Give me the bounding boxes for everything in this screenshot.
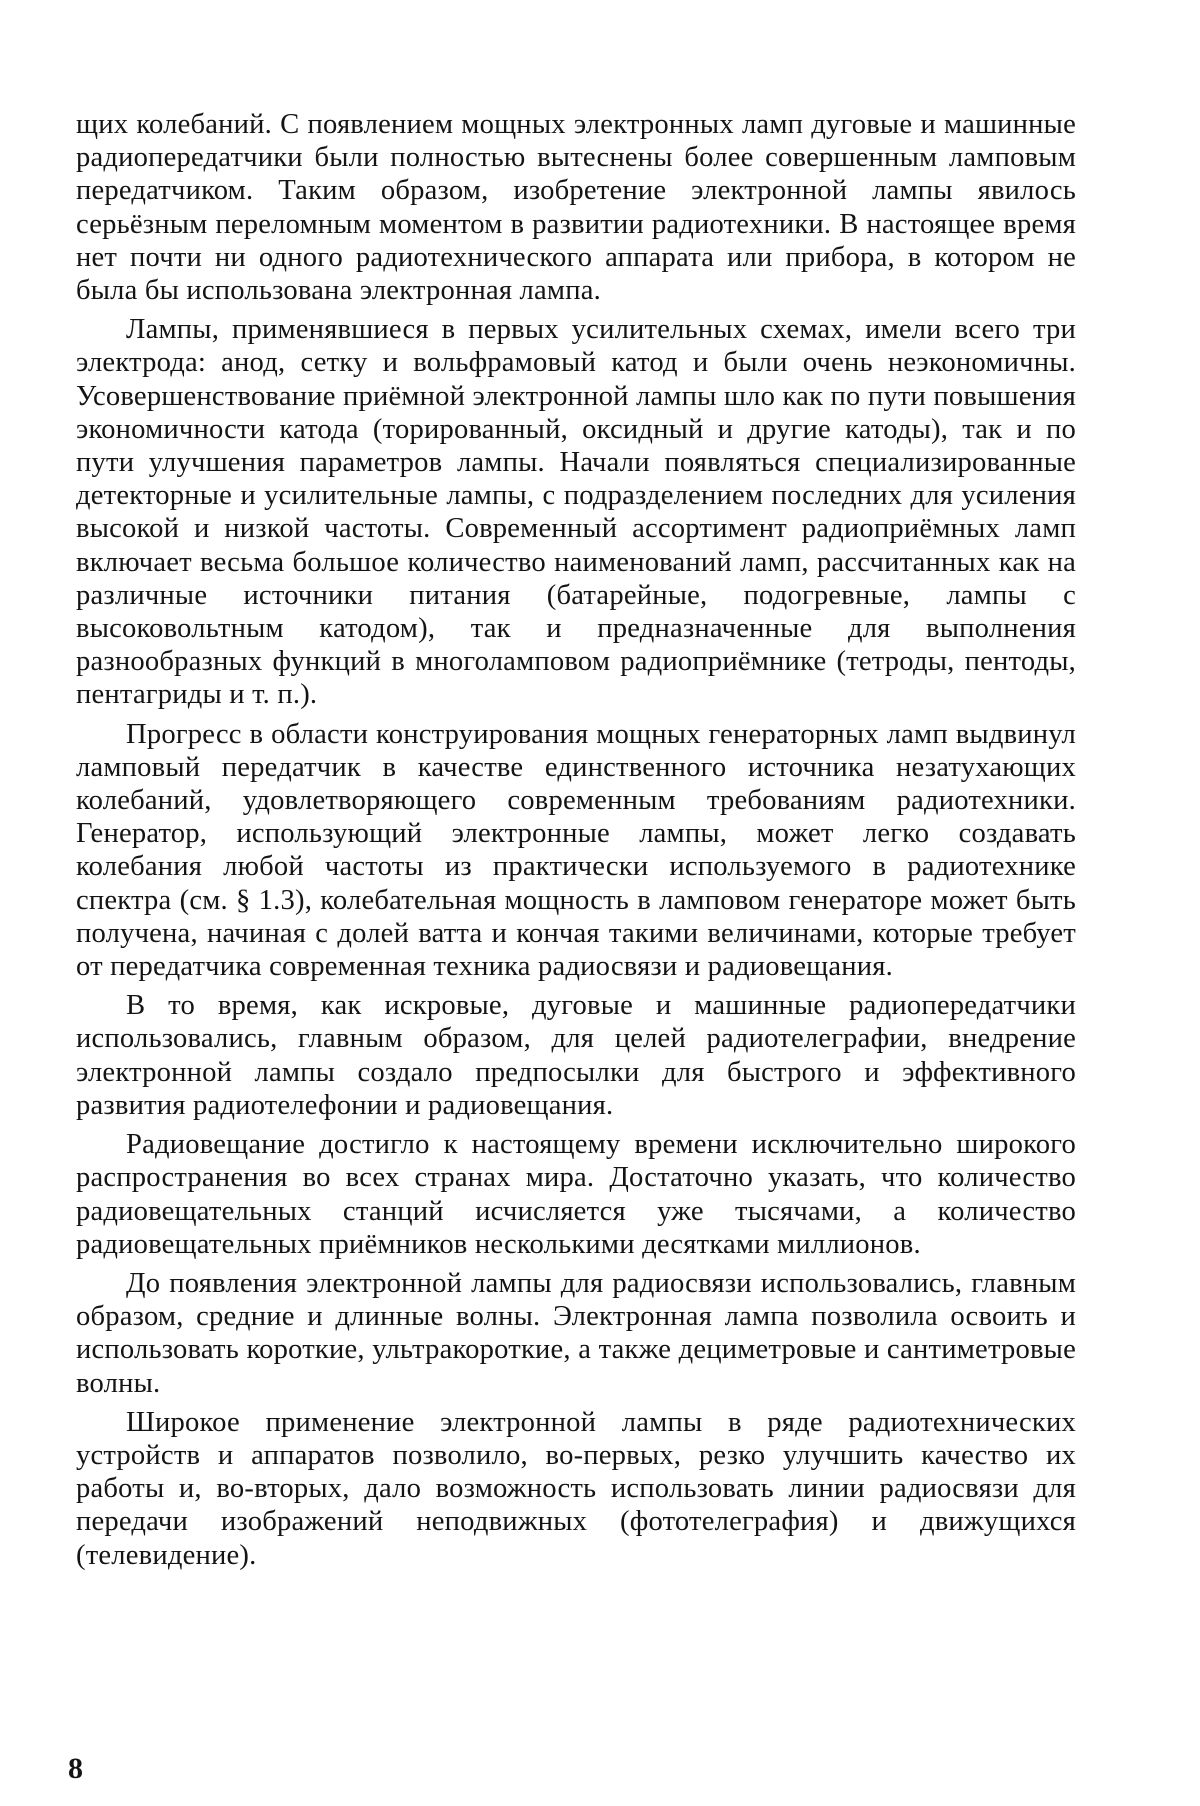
body-text [76,108,1076,1578]
paragraph-1: щих колебаний. С появлением мощных электронных ламп дуговые и машинные радиопередатчики были полностью вытеснены более совершенным ламповым передатчиком. Таким образом, изобретение электронной лампы явилось серьёзным переломным моментом в развитии радиотехники. В настоящее время нет почти ни одного радиотехнического аппарата или прибора, в котором не была бы использована электронная лампа. [76,108,1076,307]
paragraph-7: Широкое применение электронной лампы в ряде радиотехнических устройств и аппаратов позволило, во-первых, резко улучшить качество их работы и, во-вторых, дало возможность использовать линии радиосвязи для передачи изображений неподвижных (фототелеграфия) и движущихся (телевидение). [76,1406,1076,1572]
paragraph-6: До появления электронной лампы для радиосвязи использовались, главным образом, средние и длинные волны. Электронная лампа позволила освоить и использовать короткие, ультракороткие, а также дециметровые и сантиметровые волны. [76,1267,1076,1400]
page-number: 8 [68,1752,83,1786]
paragraph-5: Радиовещание достигло к настоящему времени исключительно широкого распространения во всех странах мира. Достаточно указать, что количество радиовещательных станций исчисляется уже тысячами, а количество радиовещательных приёмников несколькими десятками миллионов. [76,1128,1076,1261]
document-page [0,0,1200,1806]
paragraph-3: Прогресс в области конструирования мощных генераторных ламп выдвинул ламповый передатчик в качестве единственного источника незатухающих колебаний, удовлетворяющего современным требованиям радиотехники. Генератор, использующий электронные лампы, может легко создавать колебания любой частоты из практически используемого в радиотехнике спектра (см. § 1.3), колебательная мощность в ламповом генераторе может быть получена, начиная с долей ватта и кончая такими величинами, которые требует от передатчика современная техника радиосвязи и радиовещания. [76,718,1076,984]
paragraph-4: В то время, как искровые, дуговые и машинные радиопередатчики использовались, главным образом, для целей радиотелеграфии, внедрение электронной лампы создало предпосылки для быстрого и эффективного развития радиотелефонии и радиовещания. [76,989,1076,1122]
paragraph-2: Лампы, применявшиеся в первых усилительных схемах, имели всего три электрода: анод, сетку и вольфрамовый катод и были очень неэкономичны. Усовершенствование приёмной электронной лампы шло как по пути повышения экономичности катода (торированный, оксидный и другие катоды), так и по пути улучшения параметров лампы. Начали появляться специализированные детекторные и усилительные лампы, с подразделением последних для усиления высокой и низкой частоты. Современный ассортимент радиоприёмных ламп включает весьма большое количество наименований ламп, рассчитанных как на различные источники питания (батарейные, подогревные, лампы с высоковольтным катодом), так и предназначенные для выполнения разнообразных функций в многоламповом радиоприёмнике (тетроды, пентоды, пентагриды и т. п.). [76,313,1076,711]
